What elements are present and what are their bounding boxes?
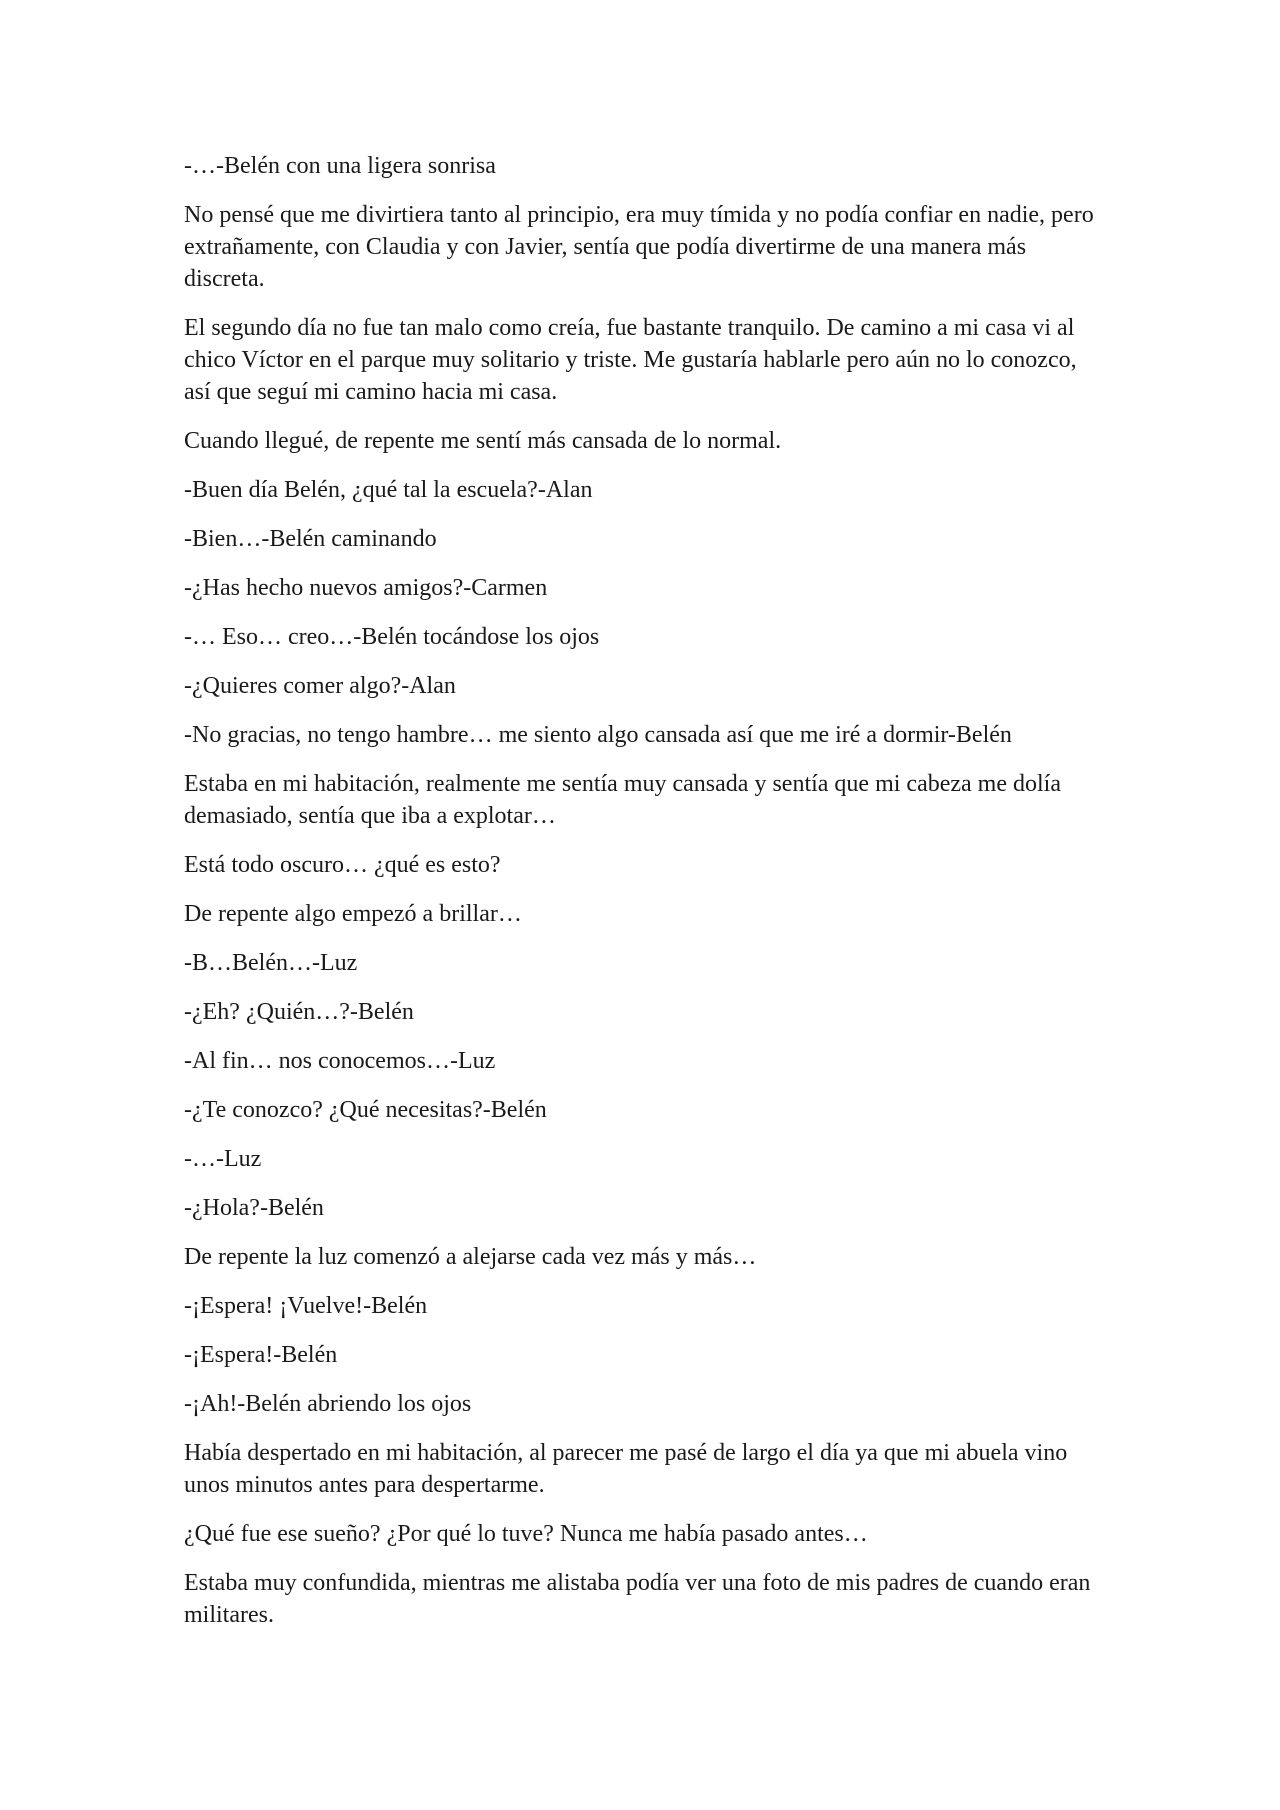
paragraph: El segundo día no fue tan malo como creía, fue bastante tranquilo. De camino a mi casa vi al chico Víctor en el parque muy solitario y triste. Me gustaría hablarle pero aún no lo conozco, así que seguí mi camino hacia mi casa. bbox=[184, 315, 1077, 405]
paragraph: No pensé que me divirtiera tanto al principio, era muy tímida y no podía confiar en nadie, pero extrañamente, con Claudia y con Javier, sentía que podía divertirme de una manera más discreta. bbox=[184, 202, 1094, 292]
paragraph: De repente algo empezó a brillar… bbox=[184, 901, 522, 927]
paragraph: Estaba en mi habitación, realmente me sentía muy cansada y sentía que mi cabeza me dolía demasiado, sentía que iba a explotar… bbox=[184, 771, 1061, 829]
paragraph: Está todo oscuro… ¿qué es esto? bbox=[184, 852, 501, 878]
paragraph: -B…Belén…-Luz bbox=[184, 950, 358, 976]
paragraph: -¿Quieres comer algo?-Alan bbox=[184, 673, 456, 699]
paragraph: ¿Qué fue ese sueño? ¿Por qué lo tuve? Nunca me había pasado antes… bbox=[184, 1521, 868, 1547]
paragraph: -¿Hola?-Belén bbox=[184, 1195, 324, 1221]
paragraph: -Buen día Belén, ¿qué tal la escuela?-Alan bbox=[184, 477, 593, 503]
paragraph: -¡Ah!-Belén abriendo los ojos bbox=[184, 1391, 472, 1417]
paragraph: -¿Eh? ¿Quién…?-Belén bbox=[184, 999, 414, 1025]
paragraph: -¿Te conozco? ¿Qué necesitas?-Belén bbox=[184, 1097, 547, 1123]
paragraph: -Al fin… nos conocemos…-Luz bbox=[184, 1048, 496, 1074]
document-page bbox=[184, 150, 1104, 1648]
paragraph: -No gracias, no tengo hambre… me siento algo cansada así que me iré a dormir-Belén bbox=[184, 722, 1012, 748]
paragraph: Estaba muy confundida, mientras me alistaba podía ver una foto de mis padres de cuando eran militares. bbox=[184, 1570, 1091, 1628]
paragraph: -¿Has hecho nuevos amigos?-Carmen bbox=[184, 575, 548, 601]
paragraph: -Bien…-Belén caminando bbox=[184, 526, 437, 552]
paragraph: -…-Luz bbox=[184, 1146, 262, 1172]
paragraph: -¡Espera!-Belén bbox=[184, 1342, 338, 1368]
paragraph: -…-Belén con una ligera sonrisa bbox=[184, 153, 496, 179]
paragraph: -¡Espera! ¡Vuelve!-Belén bbox=[184, 1293, 428, 1319]
paragraph: -… Eso… creo…-Belén tocándose los ojos bbox=[184, 624, 600, 650]
paragraph: Cuando llegué, de repente me sentí más cansada de lo normal. bbox=[184, 428, 782, 454]
paragraph: Había despertado en mi habitación, al parecer me pasé de largo el día ya que mi abuela vino unos minutos antes para despertarme. bbox=[184, 1440, 1068, 1498]
paragraph: De repente la luz comenzó a alejarse cada vez más y más… bbox=[184, 1244, 757, 1270]
